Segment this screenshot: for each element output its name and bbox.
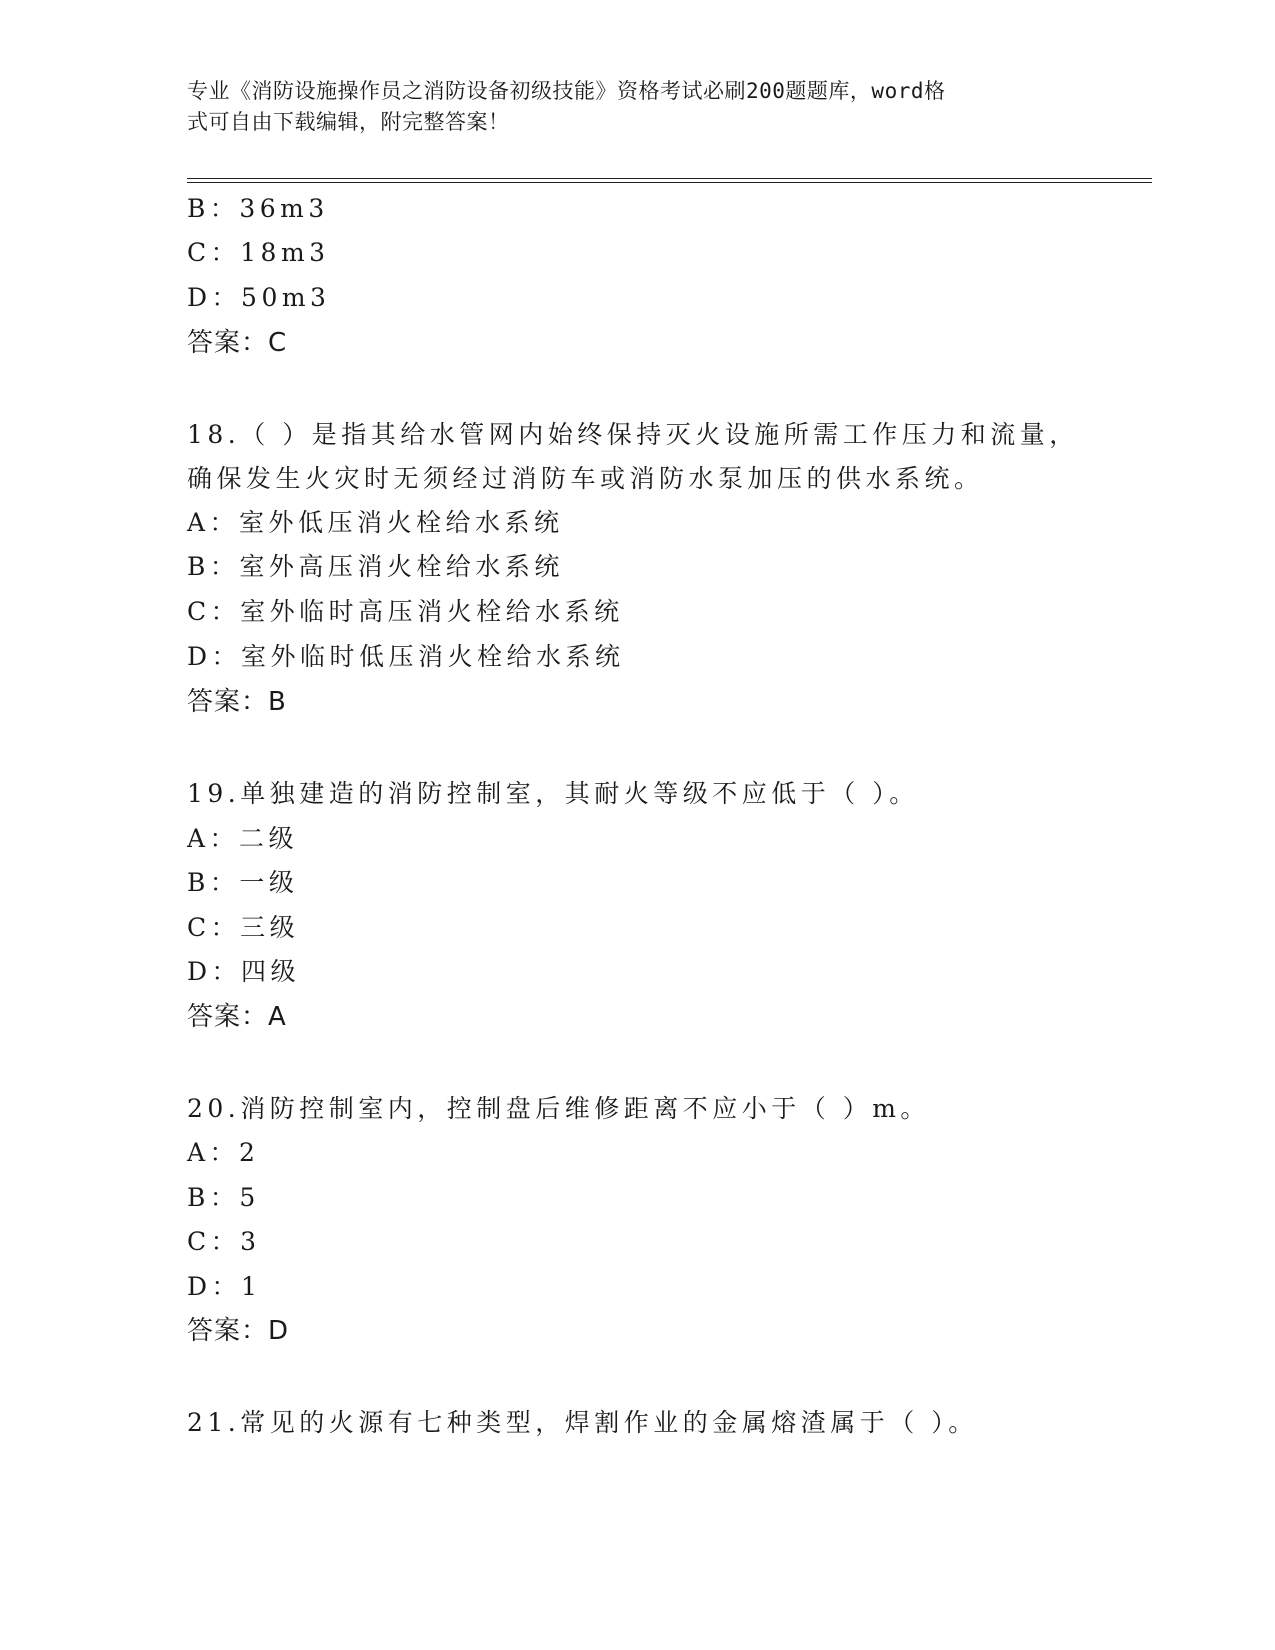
question-stem-line: 18.（ ）是指其给水管网内始终保持灭火设施所需工作压力和流量， — [187, 420, 1079, 449]
option-c: C：室外临时高压消火栓给水系统 — [187, 597, 624, 626]
answer: 答案：D — [187, 1316, 290, 1346]
option-a: A：二级 — [187, 824, 299, 853]
header-line-2: 式可自由下载编辑，附完整答案！ — [187, 110, 510, 134]
question-stem-line: 21.常见的火源有七种类型，焊割作业的金属熔渣属于（ ）。 — [187, 1408, 978, 1437]
option-a: A：室外低压消火栓给水系统 — [187, 508, 564, 537]
question-stem-line: 19.单独建造的消防控制室，其耐火等级不应低于（ ）。 — [187, 779, 919, 808]
option-b: B：36m3 — [187, 194, 329, 223]
option-d: D：室外临时低压消火栓给水系统 — [187, 642, 625, 671]
option-c: C：三级 — [187, 913, 300, 942]
question-stem-line: 确保发生火灾时无须经过消防车或消防水泵加压的供水系统。 — [187, 464, 984, 493]
option-d: D：1 — [187, 1272, 262, 1301]
answer: 答案：B — [187, 687, 287, 717]
option-b: B：一级 — [187, 868, 299, 897]
document-header — [187, 76, 1067, 138]
header-divider-bottom — [187, 182, 1152, 183]
option-c: C：18m3 — [187, 238, 330, 267]
option-b: B：室外高压消火栓给水系统 — [187, 552, 564, 581]
option-d: D：四级 — [187, 957, 301, 986]
option-c: C：3 — [187, 1227, 261, 1256]
question-stem-line: 20.消防控制室内，控制盘后维修距离不应小于（ ）m。 — [187, 1094, 930, 1123]
option-b: B：5 — [187, 1183, 260, 1212]
option-a: A：2 — [187, 1138, 260, 1167]
header-divider-top — [187, 178, 1152, 179]
answer: 答案：A — [187, 1002, 287, 1032]
answer: 答案：C — [187, 328, 288, 358]
option-d: D：50m3 — [187, 283, 331, 312]
header-line-1: 专业《消防设施操作员之消防设备初级技能》资格考试必刷200题题库，word格 — [187, 79, 946, 103]
